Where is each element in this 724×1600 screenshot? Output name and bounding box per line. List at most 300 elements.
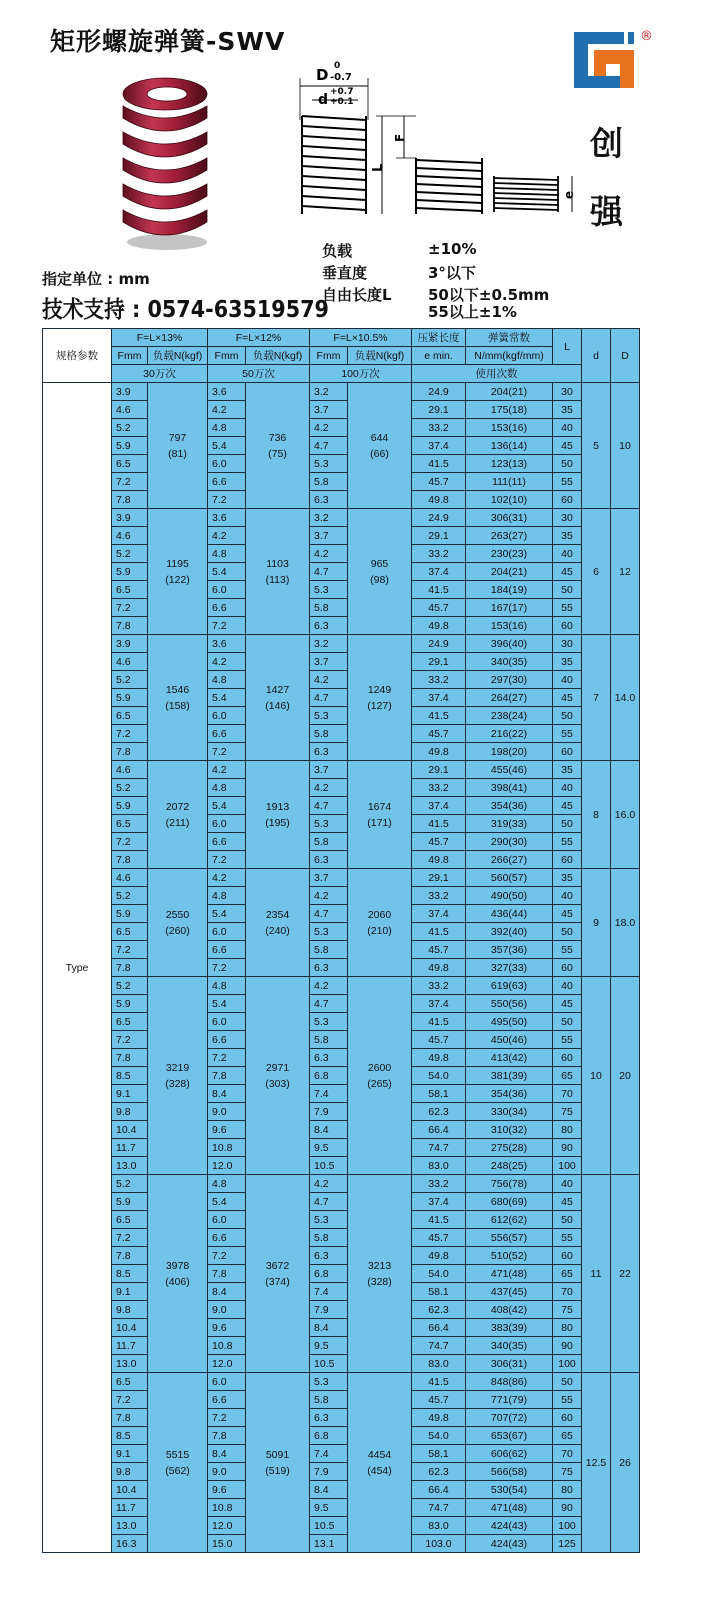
spring-constant-cell: 248(25)	[466, 1157, 553, 1175]
comp-length-cell: 83.0	[412, 1517, 466, 1535]
outer-D-cell: 20	[611, 977, 640, 1175]
free-length-cell: 80	[553, 1121, 582, 1139]
load-10-5-cell	[348, 635, 412, 761]
comp-length-cell: 74.7	[412, 1139, 466, 1157]
f-13-cell: 6.5	[112, 707, 148, 725]
wire-d-cell: 9	[582, 869, 611, 977]
load-13-n: 3219	[165, 1061, 190, 1074]
f-13-cell: 7.8	[112, 743, 148, 761]
f-12-cell: 9.0	[208, 1301, 246, 1319]
load-10-5-n: 2060	[367, 908, 392, 921]
e-label: e	[562, 190, 576, 199]
f-12-cell: 12.0	[208, 1157, 246, 1175]
table-row	[43, 1049, 640, 1067]
f-12-cell: 7.2	[208, 1247, 246, 1265]
f-13-cell: 11.7	[112, 1499, 148, 1517]
f-10-5-cell: 5.8	[310, 941, 348, 959]
f-12-cell: 8.4	[208, 1283, 246, 1301]
load-12-cell	[246, 869, 310, 977]
free-length-cell: 90	[553, 1337, 582, 1355]
free-length-cell: 40	[553, 1175, 582, 1193]
spring-constant-cell: 354(36)	[466, 1085, 553, 1103]
load-10-5-kgf: (127)	[367, 699, 392, 712]
company-logo	[572, 24, 662, 94]
f-10-5-cell: 3.7	[310, 761, 348, 779]
table-row	[43, 689, 640, 707]
f-10-5-cell: 4.2	[310, 419, 348, 437]
f-12-cell: 6.6	[208, 1391, 246, 1409]
f-12-cell: 9.6	[208, 1481, 246, 1499]
spring-constant-cell: 848(86)	[466, 1373, 553, 1391]
free-length-cell: 55	[553, 1031, 582, 1049]
table-row	[43, 1481, 640, 1499]
table-row	[43, 1103, 640, 1121]
f-10-5-cell: 4.2	[310, 779, 348, 797]
free-length-cell: 30	[553, 635, 582, 653]
load-10-5-kgf: (171)	[367, 816, 392, 829]
free-length-cell: 45	[553, 995, 582, 1013]
load-10-5-cell	[348, 761, 412, 869]
table-row	[43, 797, 640, 815]
load-13-n: 797	[168, 431, 187, 444]
free-length-cell: 70	[553, 1085, 582, 1103]
f-13-cell: 5.9	[112, 437, 148, 455]
spring-constant-cell: 167(17)	[466, 599, 553, 617]
f-13-cell: 6.5	[112, 581, 148, 599]
spring-constant-cell: 153(16)	[466, 419, 553, 437]
free-length-cell: 35	[553, 401, 582, 419]
table-row	[43, 1319, 640, 1337]
page-title: 矩形螺旋弹簧-SWV	[50, 27, 286, 56]
table-row	[43, 1499, 640, 1517]
spring-constant-cell: 136(14)	[466, 437, 553, 455]
f-12-cell: 6.6	[208, 941, 246, 959]
f-12-cell: 4.2	[208, 653, 246, 671]
table-row	[43, 1121, 640, 1139]
f-10-5-cell: 5.3	[310, 1013, 348, 1031]
load-10-5-kgf: (454)	[367, 1464, 392, 1477]
f-12-cell: 9.0	[208, 1103, 246, 1121]
table-row	[43, 581, 640, 599]
load-13-n: 2550	[165, 908, 190, 921]
free-length-cell: 100	[553, 1157, 582, 1175]
f-12-cell: 7.8	[208, 1427, 246, 1445]
comp-length-header: 压紧长度	[412, 329, 466, 347]
f-10-5-cell: 8.4	[310, 1121, 348, 1139]
free-length-cell: 55	[553, 725, 582, 743]
f-10-5-cell: 7.9	[310, 1103, 348, 1121]
comp-length-cell: 58.1	[412, 1445, 466, 1463]
comp-length-cell: 66.4	[412, 1481, 466, 1499]
f-13-cell: 5.2	[112, 1175, 148, 1193]
f-10-5-cell: 6.3	[310, 1247, 348, 1265]
spec-label-vertical: 垂直度	[322, 264, 368, 282]
table-row	[43, 671, 640, 689]
spring-constant-cell: 340(35)	[466, 653, 553, 671]
free-length-cell: 40	[553, 887, 582, 905]
f-13-cell: 6.5	[112, 1013, 148, 1031]
f-13-cell: 9.8	[112, 1301, 148, 1319]
table-row	[43, 1535, 640, 1553]
f-12-cell: 3.6	[208, 635, 246, 653]
f-13-cell: 16.3	[112, 1535, 148, 1553]
comp-length-cell: 33.2	[412, 419, 466, 437]
load-12-n: 736	[268, 431, 287, 444]
load-12-n: 2971	[265, 1061, 290, 1074]
load-12-kgf: (303)	[265, 1077, 290, 1090]
spring-constant-cell: 319(33)	[466, 815, 553, 833]
free-length-cell: 80	[553, 1319, 582, 1337]
f-10-5-cell: 4.2	[310, 1175, 348, 1193]
f-13-cell: 5.9	[112, 797, 148, 815]
spring-constant-cell: 396(40)	[466, 635, 553, 653]
load-13-n: 2072	[165, 800, 190, 813]
f-13-cell: 7.2	[112, 833, 148, 851]
f-13-cell: 7.8	[112, 1247, 148, 1265]
f-13-cell: 10.4	[112, 1481, 148, 1499]
d-label: d	[318, 92, 329, 108]
comp-length-cell: 74.7	[412, 1337, 466, 1355]
f-12-cell: 4.8	[208, 977, 246, 995]
f-10-5-cell: 4.7	[310, 689, 348, 707]
spring-constant-cell: 436(44)	[466, 905, 553, 923]
spring-constant-cell: 680(69)	[466, 1193, 553, 1211]
table-row	[43, 419, 640, 437]
table-row	[43, 1085, 640, 1103]
load-10-5-cell	[348, 509, 412, 635]
f-10-5-cell: 10.5	[310, 1517, 348, 1535]
spring-constant-cell: 619(63)	[466, 977, 553, 995]
table-row	[43, 437, 640, 455]
spec-label-load: 负载	[322, 242, 353, 260]
table-row	[43, 995, 640, 1013]
table-row	[43, 1157, 640, 1175]
comp-length-cell: 49.8	[412, 1409, 466, 1427]
comp-length-cell: 45.7	[412, 1229, 466, 1247]
f-10-5-cell: 4.2	[310, 671, 348, 689]
D-tol-top: 0	[334, 61, 341, 71]
load-10-5-kgf: (98)	[370, 573, 389, 586]
comp-length-cell: 45.7	[412, 833, 466, 851]
spec-value-load: ±10%	[428, 240, 477, 258]
f-10-5-cell: 3.7	[310, 401, 348, 419]
spring-photo	[115, 72, 215, 250]
f-12-cell: 3.6	[208, 509, 246, 527]
spec-label-free-length: 自由长度L	[322, 286, 392, 304]
f-12-cell: 4.8	[208, 887, 246, 905]
load-10-5-n: 3213	[367, 1259, 392, 1272]
table-row	[43, 833, 640, 851]
f-10-5-cell: 5.8	[310, 599, 348, 617]
comp-length-cell: 24.9	[412, 383, 466, 401]
f-10-5-cell: 7.9	[310, 1463, 348, 1481]
free-length-cell: 60	[553, 1247, 582, 1265]
f-12-cell: 6.6	[208, 1229, 246, 1247]
free-length-cell: 50	[553, 1013, 582, 1031]
outer-D-cell: 18.0	[611, 869, 640, 977]
comp-length-cell: 49.8	[412, 1049, 466, 1067]
f-13-cell: 6.5	[112, 1373, 148, 1391]
spring-constant-cell: 381(39)	[466, 1067, 553, 1085]
f-12-cell: 4.2	[208, 761, 246, 779]
spring-constant-cell: 707(72)	[466, 1409, 553, 1427]
free-length-cell: 45	[553, 563, 582, 581]
table-row	[43, 851, 640, 869]
load-13-n: 5515	[165, 1448, 190, 1461]
load-13-n: 1195	[166, 557, 189, 570]
f-12-cell: 6.0	[208, 707, 246, 725]
f-12-cell: 7.2	[208, 491, 246, 509]
free-length-cell: 45	[553, 797, 582, 815]
f-10-5-cell: 5.3	[310, 455, 348, 473]
comp-length-cell: 54.0	[412, 1067, 466, 1085]
table-row	[43, 1193, 640, 1211]
comp-length-cell: 54.0	[412, 1265, 466, 1283]
f-10-5-cell: 5.8	[310, 1391, 348, 1409]
spec-value-vertical: 3°以下	[428, 264, 476, 282]
table-row	[43, 509, 640, 527]
table-row	[43, 1283, 640, 1301]
load-10-5-cell	[348, 1175, 412, 1373]
load-10-5-cell	[348, 977, 412, 1175]
load-13-n: 1546	[165, 683, 190, 696]
table-row	[43, 401, 640, 419]
table-row	[43, 761, 640, 779]
D-label: D	[316, 66, 329, 84]
comp-length-cell: 29.1	[412, 527, 466, 545]
f-13-cell: 5.2	[112, 887, 148, 905]
spring-constant-cell: 455(46)	[466, 761, 553, 779]
f-12-cell: 12.0	[208, 1517, 246, 1535]
comp-length-cell: 41.5	[412, 707, 466, 725]
load-13-cell	[148, 635, 208, 761]
outer-D-cell: 12	[611, 509, 640, 635]
comp-length-cell: 37.4	[412, 905, 466, 923]
load-10-5-n: 4454	[367, 1448, 392, 1461]
table-row	[43, 527, 640, 545]
f-13-cell: 9.8	[112, 1103, 148, 1121]
group-header-1: F=L×13%	[112, 329, 208, 347]
free-length-cell: 60	[553, 1049, 582, 1067]
f-10-5-cell: 4.7	[310, 905, 348, 923]
f-13-cell: 4.6	[112, 761, 148, 779]
spring-constant-cell: 510(52)	[466, 1247, 553, 1265]
f-12-cell: 8.4	[208, 1085, 246, 1103]
f-10-5-cell: 7.4	[310, 1283, 348, 1301]
f-10-5-cell: 5.3	[310, 1211, 348, 1229]
table-row	[43, 1409, 640, 1427]
f-12-cell: 10.8	[208, 1337, 246, 1355]
f-13-cell: 7.2	[112, 725, 148, 743]
spring-constant-cell: 204(21)	[466, 383, 553, 401]
table-row	[43, 1247, 640, 1265]
f-13-cell: 11.7	[112, 1139, 148, 1157]
f-12-cell: 6.0	[208, 1373, 246, 1391]
free-length-cell: 50	[553, 455, 582, 473]
wire-d-cell: 7	[582, 635, 611, 761]
spring-constant-cell: 550(56)	[466, 995, 553, 1013]
free-length-cell: 100	[553, 1517, 582, 1535]
table-row	[43, 707, 640, 725]
comp-length-cell: 45.7	[412, 941, 466, 959]
spring-constant-cell: 310(32)	[466, 1121, 553, 1139]
comp-length-cell: 62.3	[412, 1463, 466, 1481]
table-row	[43, 1391, 640, 1409]
table-row	[43, 743, 640, 761]
table-row	[43, 869, 640, 887]
load-12-n: 2354	[265, 908, 290, 921]
sub-load-2: 负载N(kgf)	[246, 347, 310, 365]
f-10-5-cell: 5.3	[310, 815, 348, 833]
f-13-cell: 5.2	[112, 671, 148, 689]
table-row	[43, 725, 640, 743]
f-13-cell: 7.2	[112, 1229, 148, 1247]
f-13-cell: 9.1	[112, 1445, 148, 1463]
f-10-5-cell: 4.7	[310, 1193, 348, 1211]
load-13-cell	[148, 1373, 208, 1553]
f-10-5-cell: 6.3	[310, 617, 348, 635]
f-10-5-cell: 7.9	[310, 1301, 348, 1319]
f-10-5-cell: 4.2	[310, 977, 348, 995]
spring-constant-cell: 530(54)	[466, 1481, 553, 1499]
f-12-cell: 7.2	[208, 617, 246, 635]
f-12-cell: 6.0	[208, 923, 246, 941]
comp-length-cell: 29.1	[412, 761, 466, 779]
free-length-cell: 65	[553, 1265, 582, 1283]
type-label: Type	[43, 383, 112, 1553]
free-length-cell: 35	[553, 653, 582, 671]
load-13-kgf: (158)	[165, 699, 190, 712]
f-10-5-cell: 13.1	[310, 1535, 348, 1553]
comp-length-cell: 33.2	[412, 887, 466, 905]
free-length-cell: 60	[553, 743, 582, 761]
f-12-cell: 4.8	[208, 545, 246, 563]
f-12-cell: 15.0	[208, 1535, 246, 1553]
f-13-cell: 5.2	[112, 545, 148, 563]
load-13-cell	[148, 761, 208, 869]
f-10-5-cell: 6.3	[310, 491, 348, 509]
comp-length-cell: 33.2	[412, 671, 466, 689]
sub-f-3: Fmm	[310, 347, 348, 365]
f-13-cell: 5.9	[112, 689, 148, 707]
load-12-kgf: (195)	[265, 816, 290, 829]
side-header: 规格参数	[43, 329, 112, 383]
load-10-5-kgf: (66)	[370, 447, 389, 460]
load-12-cell	[246, 1175, 310, 1373]
f-12-cell: 8.4	[208, 1445, 246, 1463]
f-13-cell: 13.0	[112, 1517, 148, 1535]
load-10-5-cell	[348, 383, 412, 509]
spring-constant-cell: 398(41)	[466, 779, 553, 797]
f-12-cell: 4.2	[208, 401, 246, 419]
f-10-5-cell: 6.3	[310, 1409, 348, 1427]
free-length-cell: 70	[553, 1445, 582, 1463]
load-13-kgf: (260)	[165, 924, 190, 937]
comp-length-cell: 33.2	[412, 779, 466, 797]
load-12-kgf: (240)	[265, 924, 290, 937]
comp-length-cell: 49.8	[412, 617, 466, 635]
f-13-cell: 7.8	[112, 1049, 148, 1067]
free-length-cell: 45	[553, 689, 582, 707]
f-12-cell: 6.6	[208, 1031, 246, 1049]
f-10-5-cell: 4.7	[310, 437, 348, 455]
spring-constant-cell: 612(62)	[466, 1211, 553, 1229]
free-length-cell: 55	[553, 941, 582, 959]
comp-length-cell: 33.2	[412, 545, 466, 563]
f-13-cell: 13.0	[112, 1157, 148, 1175]
f-10-5-cell: 4.7	[310, 995, 348, 1013]
f-13-cell: 7.2	[112, 1031, 148, 1049]
free-length-cell: 50	[553, 581, 582, 599]
free-length-cell: 55	[553, 473, 582, 491]
f-10-5-cell: 3.2	[310, 635, 348, 653]
table-row	[43, 1373, 640, 1391]
f-12-cell: 7.8	[208, 1265, 246, 1283]
f-10-5-cell: 4.2	[310, 887, 348, 905]
spring-constant-cell: 383(39)	[466, 1319, 553, 1337]
spring-constant-cell: 306(31)	[466, 1355, 553, 1373]
free-length-cell: 35	[553, 869, 582, 887]
f-10-5-cell: 5.3	[310, 923, 348, 941]
free-length-cell: 125	[553, 1535, 582, 1553]
free-length-cell: 60	[553, 617, 582, 635]
unit-label: 指定单位 : mm	[42, 270, 150, 288]
f-13-cell: 5.9	[112, 1193, 148, 1211]
f-12-cell: 6.6	[208, 725, 246, 743]
free-length-cell: 40	[553, 977, 582, 995]
sub-f-1: Fmm	[112, 347, 148, 365]
load-12-cell	[246, 977, 310, 1175]
spring-constant-cell: 413(42)	[466, 1049, 553, 1067]
table-row	[43, 473, 640, 491]
load-12-kgf: (374)	[265, 1275, 290, 1288]
f-12-cell: 5.4	[208, 995, 246, 1013]
load-12-cell	[246, 383, 310, 509]
spring-constant-cell: 560(57)	[466, 869, 553, 887]
f-13-cell: 7.2	[112, 941, 148, 959]
free-length-cell: 35	[553, 527, 582, 545]
f-13-cell: 3.9	[112, 635, 148, 653]
comp-length-cell: 41.5	[412, 1211, 466, 1229]
f-13-cell: 6.5	[112, 815, 148, 833]
spring-diagram	[296, 58, 586, 226]
wire-d-cell: 5	[582, 383, 611, 509]
f-12-cell: 12.0	[208, 1355, 246, 1373]
table-row	[43, 1031, 640, 1049]
cycles-3: 100万次	[310, 365, 412, 383]
f-13-cell: 5.2	[112, 977, 148, 995]
cycles-1: 30万次	[112, 365, 208, 383]
f-12-cell: 5.4	[208, 563, 246, 581]
table-row	[43, 1013, 640, 1031]
free-length-cell: 75	[553, 1301, 582, 1319]
comp-length-cell: 24.9	[412, 635, 466, 653]
spring-constant-cell: 357(36)	[466, 941, 553, 959]
wire-d-cell: 12.5	[582, 1373, 611, 1553]
f-10-5-cell: 5.8	[310, 833, 348, 851]
comp-length-cell: 45.7	[412, 1031, 466, 1049]
spec-value-free-length-1: 50以下±0.5mm	[428, 286, 550, 304]
table-row	[43, 905, 640, 923]
f-13-cell: 7.8	[112, 959, 148, 977]
spring-constant-cell: 566(58)	[466, 1463, 553, 1481]
D-tol-bottom: -0.7	[330, 72, 352, 83]
load-12-n: 5091	[265, 1448, 290, 1461]
d-tol-top: +0.7	[330, 87, 354, 97]
brand-char-2: 强	[590, 192, 623, 231]
comp-length-cell: 45.7	[412, 1391, 466, 1409]
brand-char-1: 创	[590, 124, 623, 163]
